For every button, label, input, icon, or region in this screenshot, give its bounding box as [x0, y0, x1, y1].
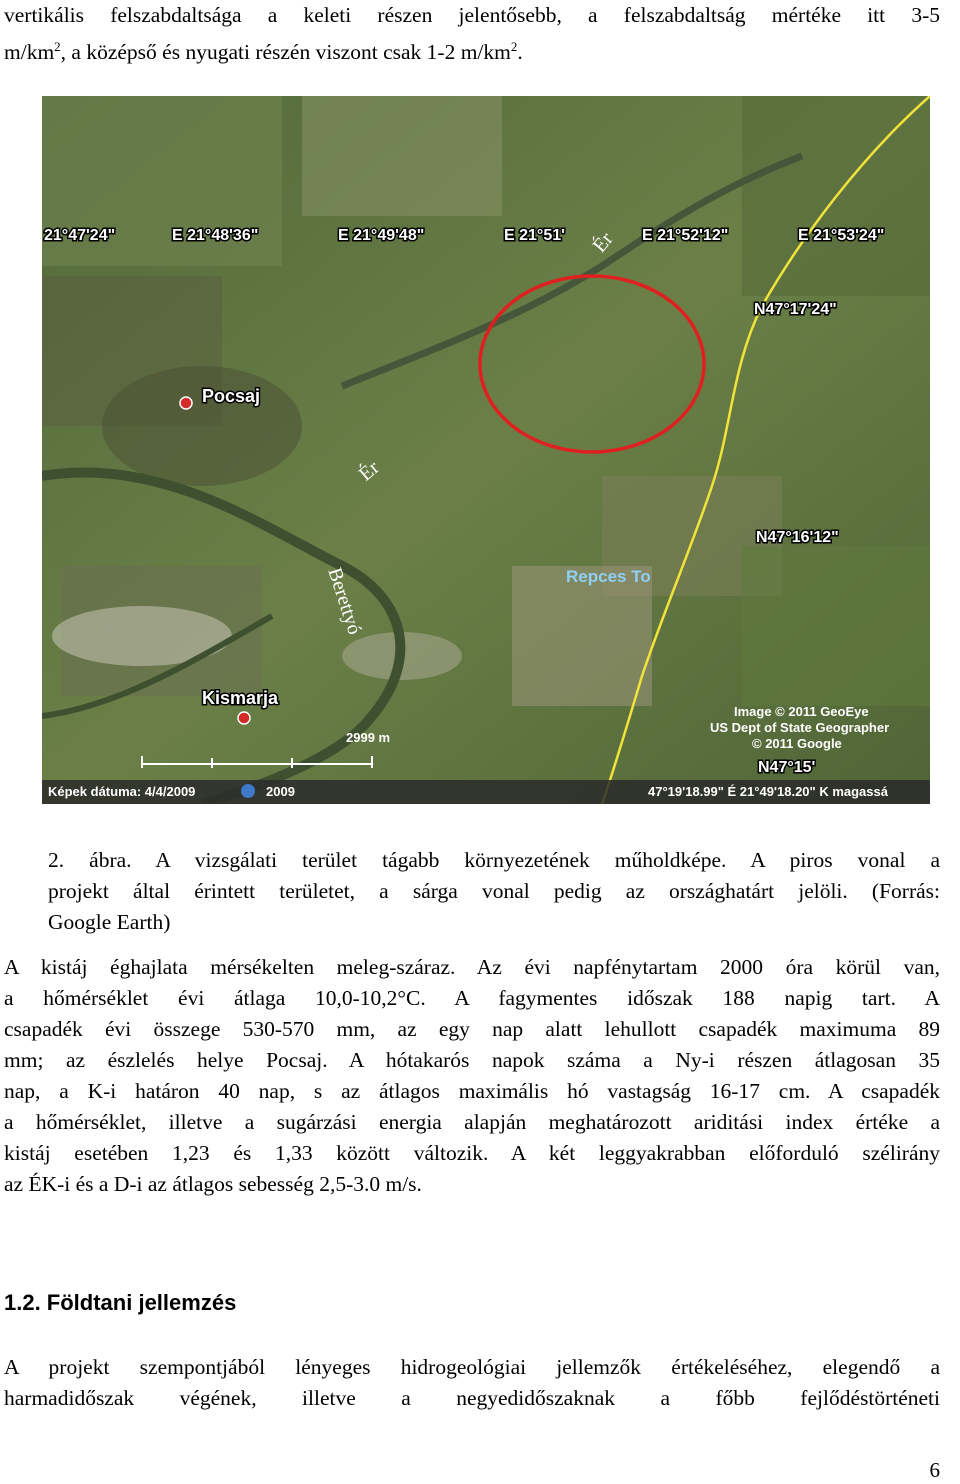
climate-line: A kistáj éghajlata mérsékelten meleg-száraz. Az évi napfénytartam 2000 óra körül van, — [4, 955, 940, 979]
river-berettyo: Berettyó — [323, 565, 366, 638]
pocsaj-marker-icon — [180, 397, 192, 409]
lat-label-3: N47°15' — [758, 759, 816, 776]
caption-line-1: 2. ábra. A vizsgálati terület tágabb környezetének műholdképe. A piros vonal a — [48, 848, 940, 872]
copyright-1: Image © 2011 GeoEye — [734, 704, 869, 719]
climate-line: kistáj esetében 1,23 és 1,33 között változik. A két leggyakrabban előforduló szélirány — [4, 1141, 940, 1165]
satellite-image — [42, 96, 930, 804]
coord-top-6: E 21°53'24" — [798, 227, 885, 244]
intro-paragraph — [4, 0, 940, 68]
status-coordinates: 47°19'18.99" É 21°49'18.20" K magassá — [648, 784, 888, 799]
place-pocsaj: Pocsaj — [202, 386, 261, 406]
status-date: Képek dátuma: 4/4/2009 — [48, 784, 196, 799]
geology-line: A projekt szempontjából lényeges hidrogeológiai jellemzők értékeléséhez, elegendő a — [4, 1355, 940, 1379]
caption-line-2: projekt által érintett területet, a sárga vonal pedig az országhatárt jelöli. (Forrás: — [48, 879, 940, 903]
satellite-map — [42, 96, 930, 804]
caption-line-3: Google Earth) — [48, 910, 171, 934]
climate-paragraph — [4, 952, 940, 1200]
place-repces-to: Repces To — [566, 567, 651, 586]
page-number: 6 — [929, 1458, 940, 1482]
coord-top-2: E 21°48'36" — [172, 227, 259, 244]
climate-line: nap, a K-i határon 40 nap, s az átlagos maximális hó vastagság 16-17 cm. A csapadék — [4, 1079, 940, 1103]
lat-label-1: N47°17'24" — [754, 301, 837, 318]
geology-line: harmadidőszak végének, illetve a negyedidőszaknak a főbb fejlődéstörténeti — [4, 1386, 940, 1410]
coord-top-4: E 21°51' — [504, 227, 565, 244]
figure-caption — [48, 845, 940, 938]
place-kismarja: Kismarja — [202, 688, 279, 708]
climate-line: a hőmérséklet évi átlaga 10,0-10,2°C. A fagymentes időszak 188 napig tart. A — [4, 986, 940, 1010]
globe-icon — [241, 784, 255, 798]
climate-line: mm; az észlelés helye Pocsaj. A hótakarós napok száma a Ny-i részen átlagosan 35 — [4, 1048, 940, 1072]
geology-paragraph — [4, 1352, 940, 1414]
copyright-3: © 2011 Google — [752, 736, 842, 751]
copyright-2: US Dept of State Geographer — [710, 720, 890, 735]
kismarja-marker-icon — [238, 712, 250, 724]
intro-line-2: $m/km^2$, a középső és nyugati részén viszont csak 1-2 $m/km^2$. — [4, 39, 523, 65]
scale-label: 2999 m — [346, 730, 391, 745]
coord-top-1: 21°47'24" — [44, 227, 116, 244]
section-heading: 1.2. Földtani jellemzés — [4, 1290, 237, 1315]
climate-line: az ÉK-i és a D-i az átlagos sebesség 2,5-3.0 m/s. — [4, 1172, 422, 1196]
river-er-2: Ér — [354, 456, 384, 486]
river-er-1: Ér — [588, 228, 618, 257]
status-year: 2009 — [266, 784, 295, 799]
climate-line: a hőmérséklet, illetve a sugárzási energia alapján meghatározott ariditási index értéke a — [4, 1110, 940, 1134]
lat-label-2: N47°16'12" — [756, 529, 839, 546]
coord-top-5: E 21°52'12" — [642, 227, 729, 244]
coord-top-3: E 21°49'48" — [338, 227, 425, 244]
climate-line: csapadék évi összege 530-570 mm, az egy nap alatt lehullott csapadék maximuma 89 — [4, 1017, 940, 1041]
intro-line-1: vertikális felszabdaltsága a keleti részen jelentősebb, a felszabdaltság mértéke itt 3-5 — [4, 3, 940, 27]
